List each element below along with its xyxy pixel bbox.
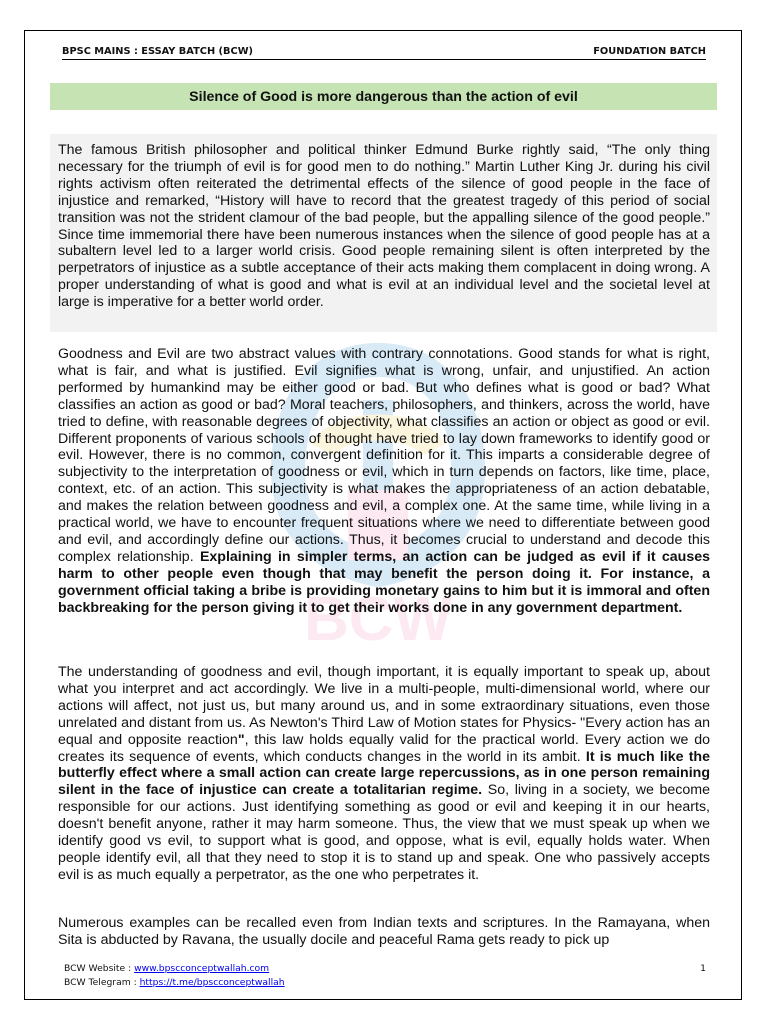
- footer-telegram-link[interactable]: https://t.me/bpscconceptwallah: [139, 977, 285, 988]
- paragraph-3-bold-text: It is much like the butterfly effect where a small action can create large repercussions, as in one person remaining silent in the face of injustice can create a totalitarian regime.: [58, 748, 710, 799]
- header-right-text: FOUNDATION BATCH: [593, 46, 706, 57]
- paragraph-2-text: Goodness and Evil are two abstract values with contrary connotations. Good stands for what is right, what is fair, and what is justified. Evil signifies what is wrong, unfair, and unjustified. An action performed by humankind may be either good or bad. But who defines what is good or bad? What classifies an action as good or bad? Moral teachers, philosophers, and thinkers, across the world, have tried to define, with reasonable degrees of objectivity, what classifies an action or object as good or evil. Different proponents of various schools of thought have tried to lay down frameworks to identify good or evil. However, there is no common, convergent definition for it. This imparts a considerable degree of subjectivity to the interpretation of goodness or evil, which in turn depends on factors, like time, place, context, etc. of an action. This subjectivity is what makes the appropriateness of an action debatable, and makes the relation between goodness and evil, a complex one. At the same time, while living in a practical world, we have to encounter frequent situations where we need to differentiate between good and evil, and accordingly define our actions. Thus, it becomes crucial to understand and decode this complex relationship.: [58, 346, 710, 565]
- watermark-text: BCW: [303, 585, 453, 654]
- body-paragraph-2: [58, 346, 710, 649]
- footer-website-label: BCW Website :: [64, 963, 135, 974]
- paragraph-3-text-c: So, living in a society, we become responsible for our actions. Just identifying something as good or evil and keeping it in our hearts, doesn't benefit anyone, rather it may harm someone. Thus, the view that we must speak up when we identify good vs evil, to support what is good, and oppose, what is evil, equally holds water. When people identify evil, all that they need to stop it is to stand up and speak. One who passively accepts evil is as much equally a perpetrator, as the one who perpetrates it.: [58, 782, 710, 883]
- page-number: 1: [700, 963, 706, 974]
- essay-title-band: [50, 83, 717, 110]
- footer-website-line: [64, 962, 714, 976]
- body-paragraph-3: [58, 664, 710, 900]
- paragraph-3-text-b: , this law holds equally valid for the practical world. Every action we do creates its sequence of events, which conducts changes in the world in its ambit.: [58, 731, 710, 765]
- footer-telegram-line: [64, 976, 714, 990]
- paragraph-3-quote-mark: ": [237, 731, 245, 748]
- footer-telegram-label: BCW Telegram :: [64, 977, 140, 988]
- header-left-text: BPSC MAINS : ESSAY BATCH (BCW): [62, 46, 253, 57]
- paragraph-2-bold-text: Explaining in simpler terms, an action can be judged as evil if it causes harm to other people even though that may benefit the person doing it. For instance, a government official taking a bribe is providing monetary gains to him but it is immoral and often backbreaking for the person giving it to get their works done in any government department.: [58, 548, 710, 616]
- essay-title: Silence of Good is more dangerous than the action of evil: [189, 88, 578, 105]
- footer-website-link[interactable]: www.bpscconceptwallah.com: [134, 963, 270, 974]
- paragraph-3-text-a: The understanding of goodness and evil, though important, it is equally important to speak up, about what you interpret and act accordingly. We live in a multi-people, multi-dimensional world, where our actions will affect, not just us, but many around us, and in some extraordinary situations, even those unrelated and distant from us. As Newton's Third Law of Motion states for Physics- "Every action has an equal and opposite reaction: [58, 664, 710, 748]
- intro-paragraph: The famous British philosopher and political thinker Edmund Burke rightly said, “The only thing necessary for the triumph of evil is for good men to do nothing.” Martin Luther King Jr. during his civil rights activism often reiterated the detrimental effects of the silence of good people in the face of injustice and remarked, “History will have to record that the greatest tragedy of this period of social transition was not the strident clamour of the bad people, but the appalling silence of the good people.” Since time immemorial there have been numerous instances when the silence of good people has at a subaltern level led to a larger world crisis. Good people remaining silent is often interpreted by the perpetrators of injustice as a subtle acceptance of their acts making them complacent in doing wrong. A proper understanding of what is good and what is evil at an individual level and the societal level at large is imperative for a better world order.: [58, 142, 710, 311]
- body-paragraph-4: Numerous examples can be recalled even from Indian texts and scriptures. In the Ramayana, when Sita is abducted by Ravana, the usually docile and peaceful Rama gets ready to pick up: [58, 915, 710, 948]
- page-header: [62, 44, 706, 60]
- page-footer: [64, 962, 714, 990]
